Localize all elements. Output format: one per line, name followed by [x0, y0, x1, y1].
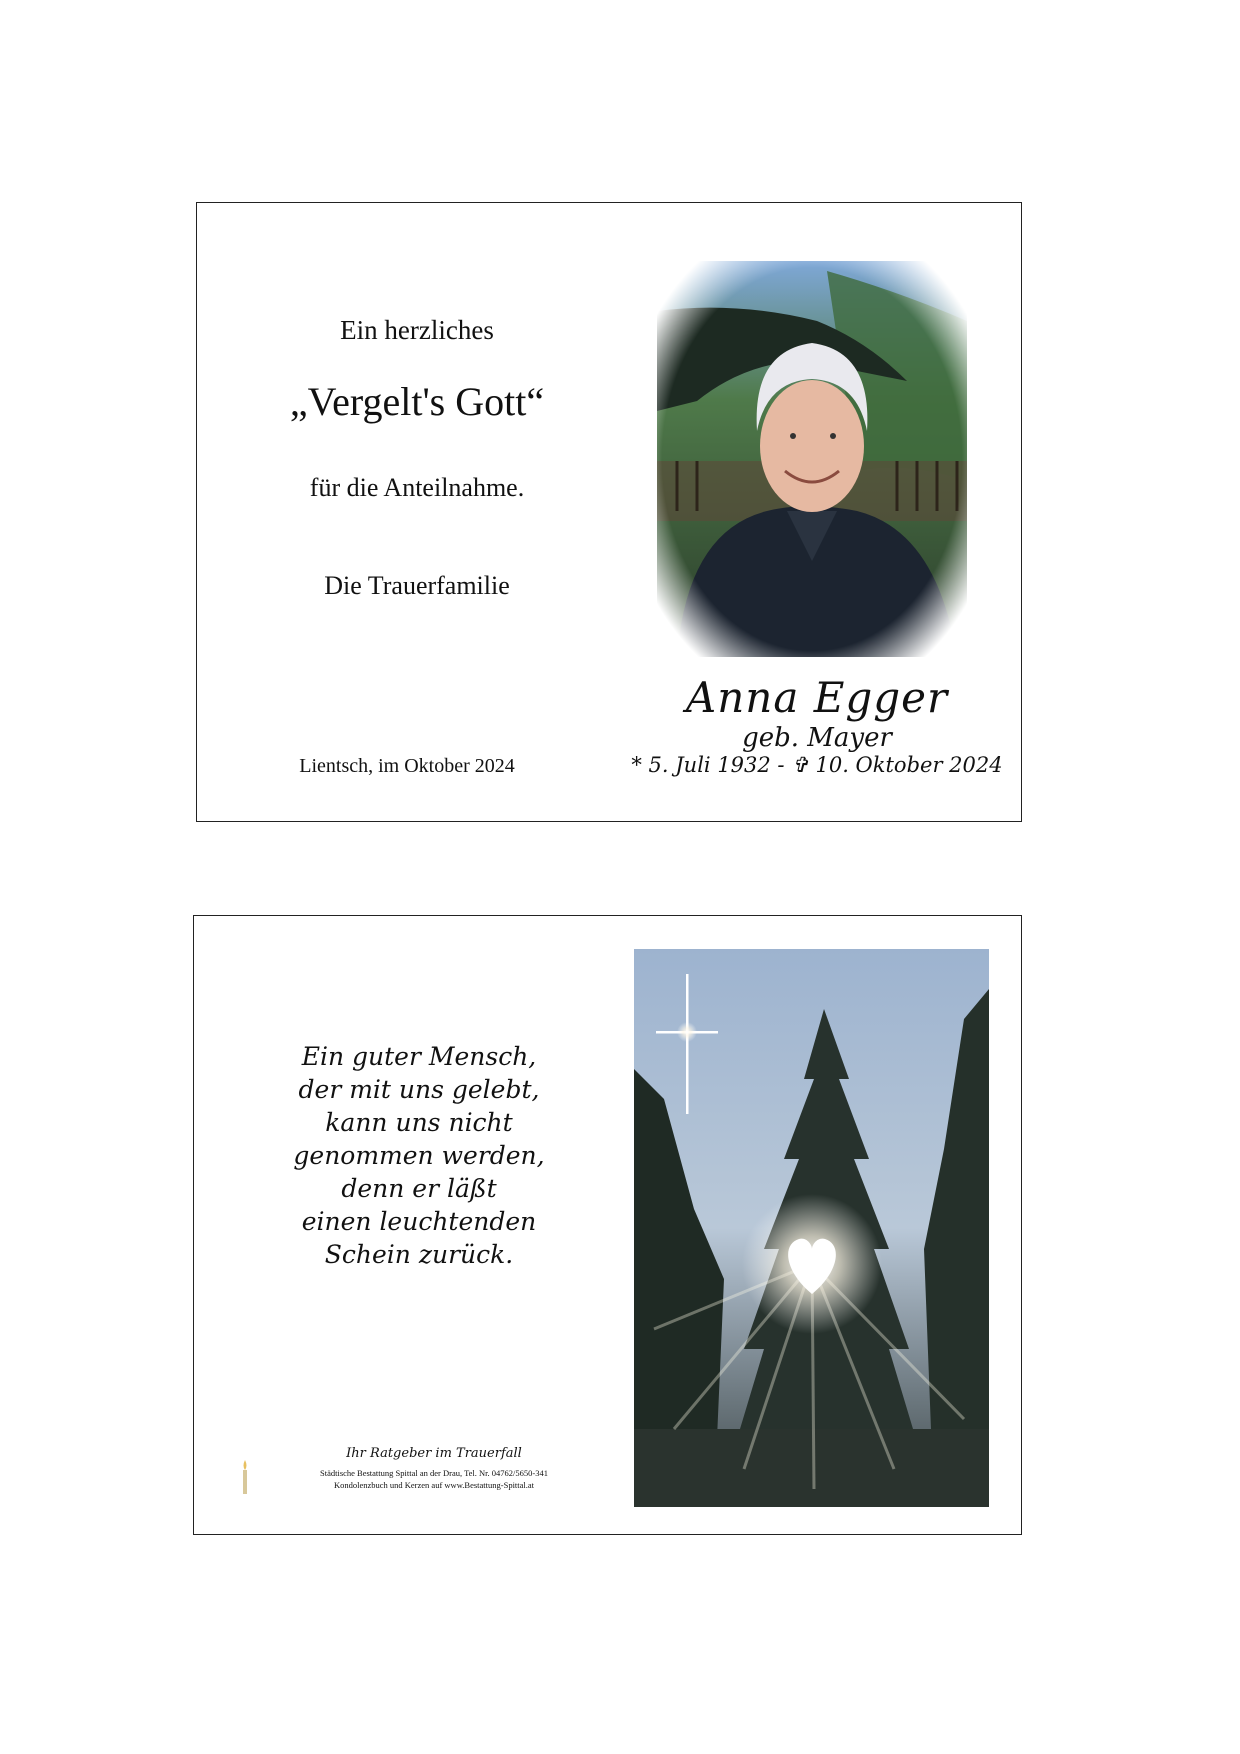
- verse-line: Schein zurück.: [324, 1240, 514, 1269]
- portrait-photo: [657, 261, 967, 657]
- verse-line: einen leuchtenden: [301, 1207, 537, 1236]
- footer-title: Ihr Ratgeber im Trauerfall: [346, 1446, 522, 1461]
- life-dates: * 5. Juli 1932 - ✞ 10. Oktober 2024: [631, 753, 1003, 777]
- verse-card: [193, 915, 1022, 1535]
- verse-line: denn er läßt: [341, 1174, 497, 1203]
- footer-line-2: Kondolenzbuch und Kerzen auf www.Bestattung-Spittal.at: [333, 1480, 535, 1490]
- tree-sunlight-photo: [634, 949, 989, 1507]
- candle-icon: [240, 1458, 250, 1494]
- footer-line-1: Städtische Bestattung Spittal an der Drau, Tel. Nr. 04762/5650-341: [319, 1468, 548, 1478]
- greeting-line-1: Ein herzliches: [340, 315, 494, 345]
- birth-name: geb. Mayer: [742, 723, 892, 753]
- greeting-line-3: für die Anteilnahme.: [309, 473, 525, 502]
- verse-line: genommen werden,: [293, 1141, 545, 1170]
- verse-line: Ein guter Mensch,: [301, 1042, 537, 1071]
- signature: Die Trauerfamilie: [324, 571, 510, 600]
- verse: [264, 1040, 574, 1271]
- place-date: Lientsch, im Oktober 2024: [299, 755, 515, 777]
- deceased-name: Anna Egger: [685, 673, 949, 722]
- thank-you-card: [196, 202, 1022, 822]
- verse-line: kann uns nicht: [325, 1108, 513, 1137]
- greeting-line-2: „Vergelt's Gott“: [289, 379, 545, 424]
- verse-line: der mit uns gelebt,: [298, 1075, 540, 1104]
